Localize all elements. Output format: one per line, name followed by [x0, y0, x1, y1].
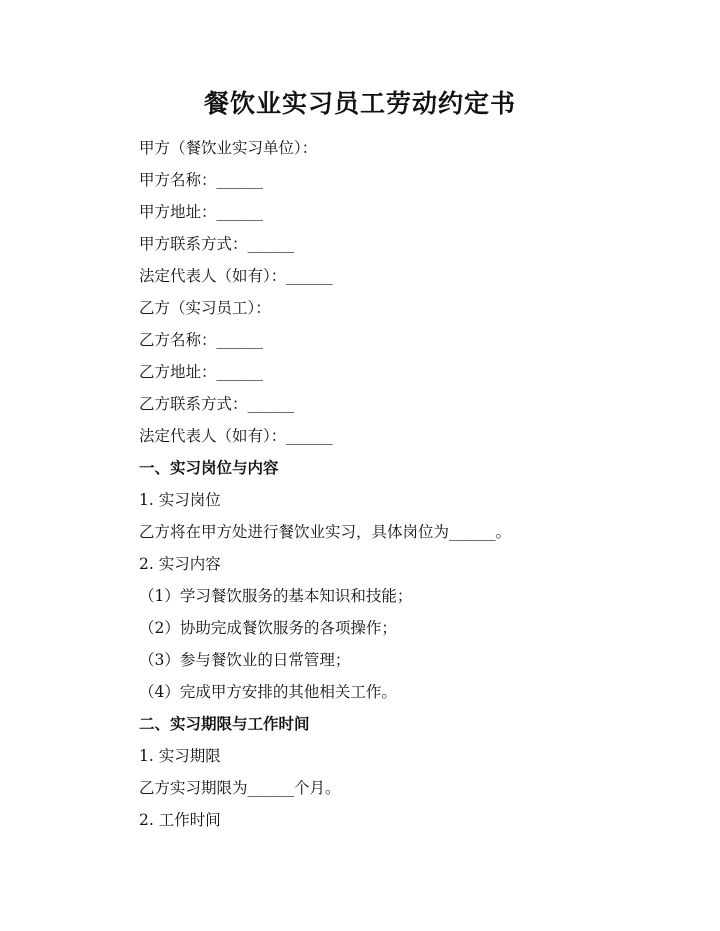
party-a-name: 甲方名称：______: [139, 171, 264, 189]
paragraph-position: 乙方将在甲方处进行餐饮业实习，具体岗位为______。: [139, 523, 512, 541]
party-a-contact: 甲方联系方式：______: [139, 235, 295, 253]
section-heading-2: 二、实习期限与工作时间: [139, 714, 310, 733]
section-heading-1: 一、实习岗位与内容: [139, 458, 279, 477]
list-item: （4）完成甲方安排的其他相关工作。: [139, 683, 397, 701]
subsection-1-1: 1. 实习岗位: [139, 491, 221, 509]
party-b-legal-rep: 法定代表人（如有）：______: [139, 427, 333, 445]
party-b-name: 乙方名称：______: [139, 331, 264, 349]
list-item: （1）学习餐饮服务的基本知识和技能；: [139, 587, 413, 605]
party-b-address: 乙方地址：______: [139, 363, 264, 381]
party-a-header: 甲方（餐饮业实习单位）：: [139, 139, 318, 157]
party-a-legal-rep: 法定代表人（如有）：______: [139, 267, 333, 285]
paragraph-period: 乙方实习期限为______个月。: [139, 779, 341, 797]
subsection-2-2: 2. 工作时间: [139, 811, 221, 829]
document-title: 餐饮业实习员工劳动约定书: [203, 89, 516, 118]
list-item: （3）参与餐饮业的日常管理；: [139, 651, 351, 669]
subsection-1-2: 2. 实习内容: [139, 555, 221, 573]
list-item: （2）协助完成餐饮服务的各项操作；: [139, 619, 397, 637]
subsection-2-1: 1. 实习期限: [139, 747, 221, 765]
party-b-contact: 乙方联系方式：______: [139, 395, 295, 413]
party-a-address: 甲方地址：______: [139, 203, 264, 221]
party-b-header: 乙方（实习员工）：: [139, 299, 271, 317]
